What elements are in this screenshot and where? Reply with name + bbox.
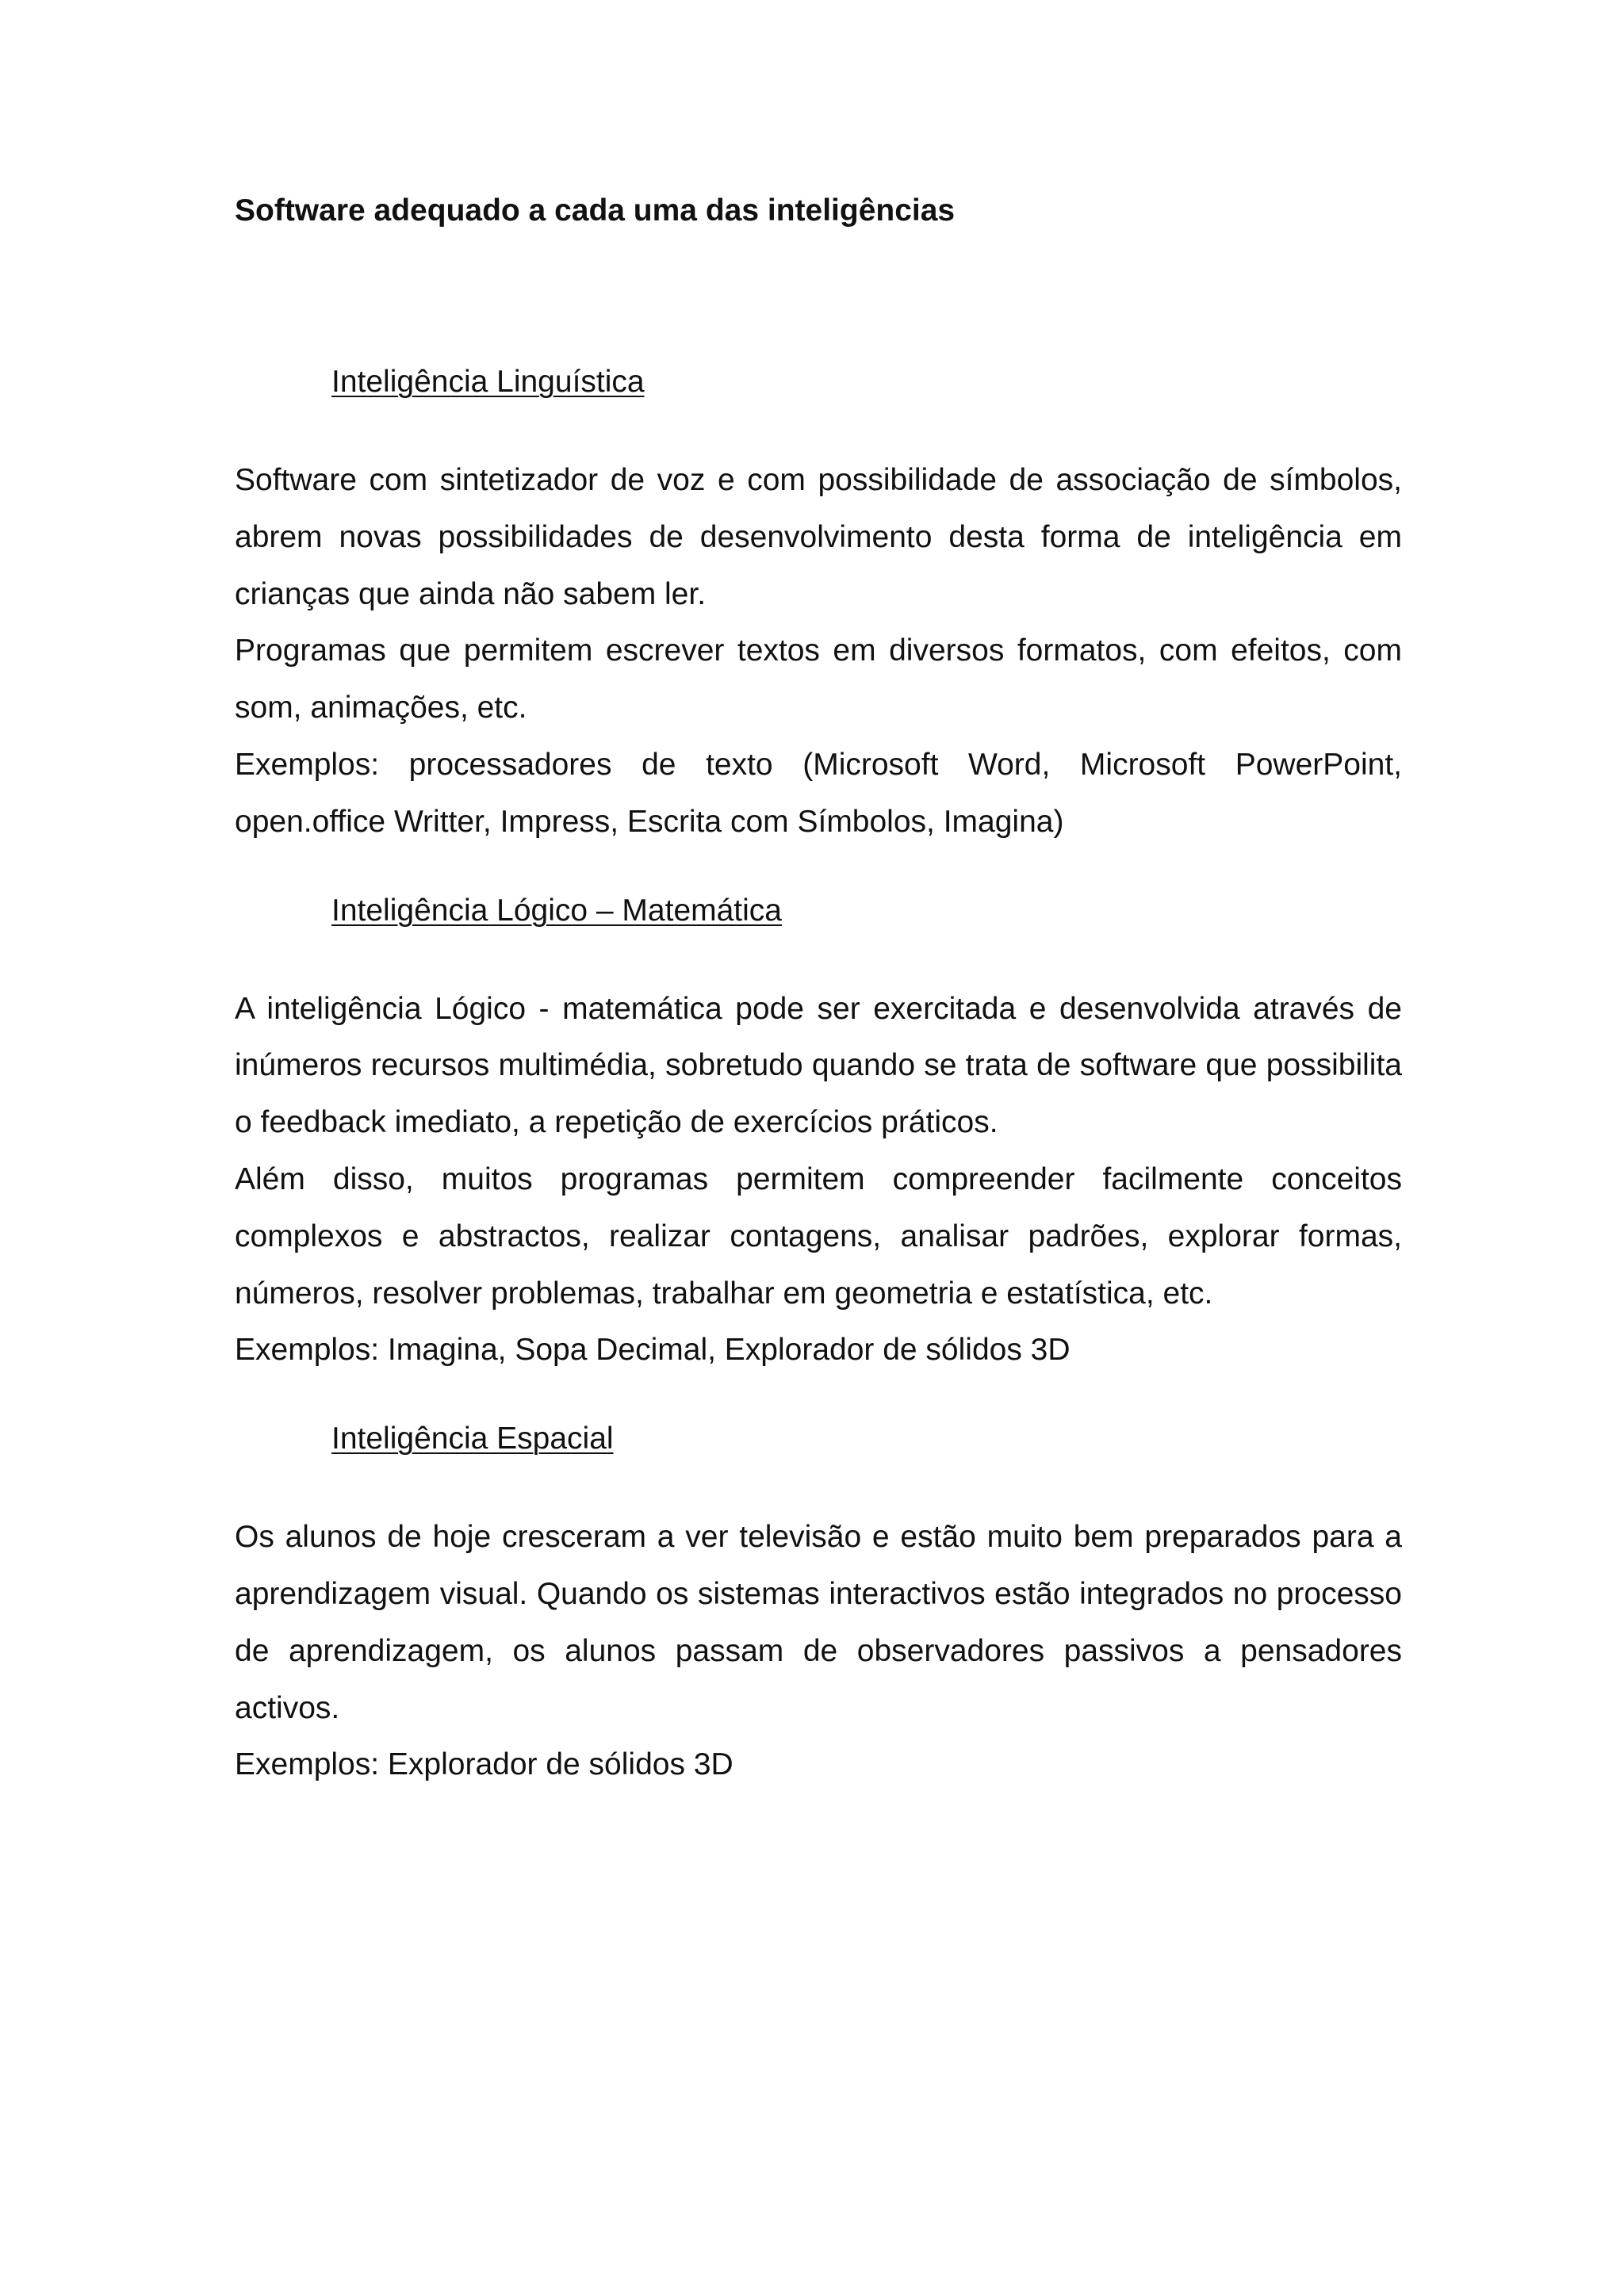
section-heading-linguistica: Inteligência Linguística bbox=[331, 365, 645, 399]
paragraph: Os alunos de hoje cresceram a ver televisão e estão muito bem preparados para a aprendizagem visual. Quando os sistemas interactivos estão integrados no processo de aprendizagem, os alunos passam de observadores passivos a pensadores activos. bbox=[235, 1520, 1402, 1725]
paragraph: Exemplos: Explorador de sólidos 3D bbox=[235, 1747, 733, 1782]
section-heading-logico-matematica: Inteligência Lógico – Matemática bbox=[331, 893, 782, 928]
paragraph: Exemplos: processadores de texto (Microsoft Word, Microsoft PowerPoint, open.office Writter, Impress, Escrita com Símbolos, Imagina) bbox=[235, 747, 1402, 839]
paragraph: Programas que permitem escrever textos em diversos formatos, com efeitos, com som, animações, etc. bbox=[235, 633, 1402, 725]
document-title: Software adequado a cada uma das inteligências bbox=[235, 193, 956, 228]
paragraph: Exemplos: Imagina, Sopa Decimal, Explorador de sólidos 3D bbox=[235, 1333, 1071, 1368]
section-heading-espacial: Inteligência Espacial bbox=[331, 1422, 614, 1456]
document-page bbox=[235, 190, 1402, 1793]
paragraph: A inteligência Lógico - matemática pode ser exercitada e desenvolvida através de inúmeros recursos multimédia, sobretudo quando se trata de software que possibilita o feedback imediato, a repetição de exercícios práticos. bbox=[235, 991, 1402, 1140]
paragraph: Além disso, muitos programas permitem compreender facilmente conceitos complexos e abstractos, realizar contagens, analisar padrões, explorar formas, números, resolver problemas, trabalhar em geometria e estatística, etc. bbox=[235, 1161, 1402, 1311]
paragraph: Software com sintetizador de voz e com possibilidade de associação de símbolos, abrem novas possibilidades de desenvolvimento desta forma de inteligência em crianças que ainda não sabem ler. bbox=[235, 463, 1402, 611]
